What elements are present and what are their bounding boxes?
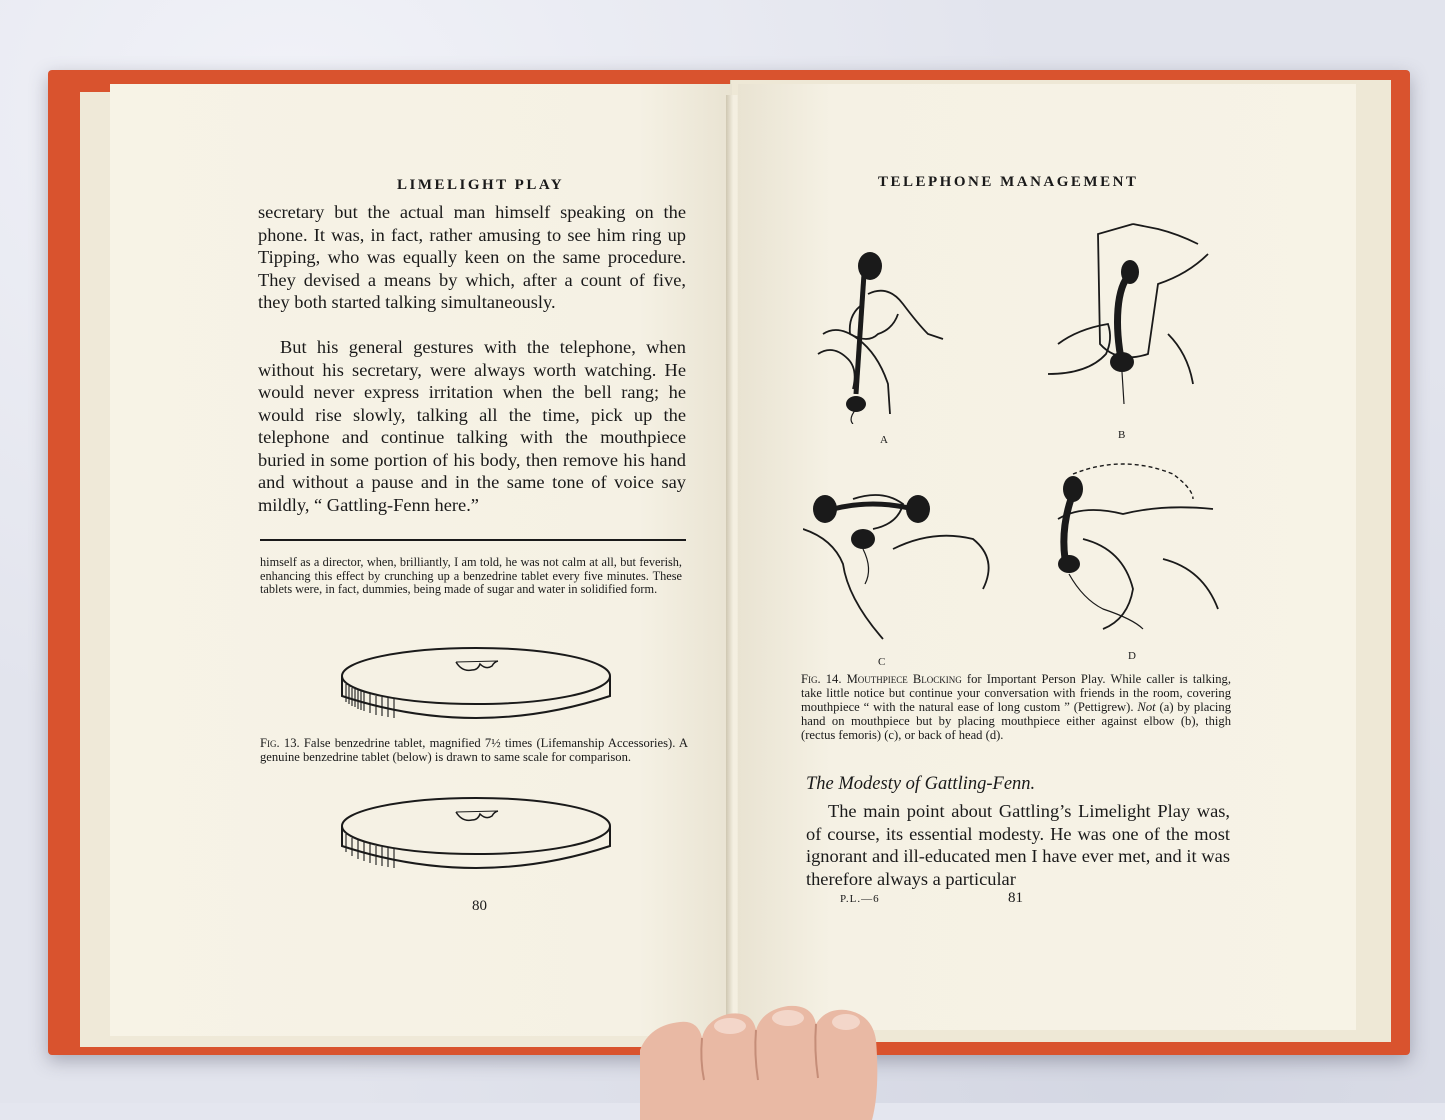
left-paragraph-2: But his general gestures with the telephone, when without his secretary, were always worth watching. He would never express irritation when the bell rang; he would rise slowly, talking all the time, pick up the telephone and continue talking with the mouthpiece buried in some portion of his body, then remove his hand and without a pause and in the same tone of voice say mildly, “ Gattling-Fenn here.” (258, 337, 686, 515)
figure-b-mouthpiece-against-elbow (1038, 214, 1218, 414)
figure-d-label: D (1128, 650, 1136, 662)
footnote-text: himself as a director, when, brilliantly, I am told, he was not calm at all, but feverish, enhancing this effect by crunching up a benzedrine tablet every five minutes. These tablets were, in fact, dummies, being made of sugar and water in solidified form. (260, 555, 682, 597)
fig14-caption-text-2: (a) by placing hand on mouthpiece but by placing mouthpiece either against elbow (b), thigh (rectus femoris) (c), or back of head (d). (801, 700, 1232, 742)
signature-mark: P.L.—6 (840, 893, 880, 905)
holding-hand (640, 980, 900, 1120)
figure-a-label: A (880, 434, 888, 446)
figure-b-label: B (1118, 429, 1126, 441)
figure-c-label: C (878, 656, 886, 668)
footnote-rule (260, 539, 686, 541)
fig14-caption (801, 672, 1231, 742)
left-paragraph-1: secretary but the actual man himself speaking on the phone. It was, in fact, rather amusing to see him ring up Tipping, who was equally keen on the same procedure. They devised a means by which, after a count of five, they both started talking simultaneously. (258, 202, 686, 312)
fig14-title: Mouthpiece Blocking (846, 672, 962, 686)
fig13-caption-text: False benzedrine tablet, magnified 7½ times (Lifemanship Accessories). A genuine benzedrine tablet (below) is drawn to same scale for comparison. (260, 736, 689, 764)
figure-c-mouthpiece-against-thigh (803, 469, 1003, 649)
left-running-header: LIMELIGHT PLAY (397, 177, 565, 193)
right-paragraph-1: The main point about Gattling’s Limelight Play was, of course, its essential modesty. He was one of the most ignorant and ill-educated men I have ever met, and it was therefore always a particular (806, 801, 1230, 889)
fig14-label: Fig. 14. (801, 672, 842, 686)
fig14-not: Not (1137, 700, 1156, 714)
right-page-number: 81 (1008, 890, 1023, 906)
false-tablet-illustration (338, 644, 614, 734)
genuine-tablet-illustration (338, 794, 614, 884)
right-running-header: TELEPHONE MANAGEMENT (878, 174, 1139, 190)
fig14-caption-text-1: for Important Person Play. While caller is talking, take little notice but continue your conversation with friends in the room, covering mouthpiece “ with the natural ease of long custom ” (Pettigrew). (801, 672, 1232, 714)
fig13-caption (260, 736, 688, 764)
right-page (738, 84, 1356, 1030)
left-page-number: 80 (472, 898, 487, 914)
fig13-label: Fig. 13. (260, 736, 300, 750)
section-subheading: The Modesty of Gattling-Fenn. (806, 774, 1036, 794)
left-page (110, 84, 732, 1036)
figure-a-hand-over-mouthpiece (808, 244, 948, 424)
figure-d-mouthpiece-against-head (1043, 459, 1223, 649)
